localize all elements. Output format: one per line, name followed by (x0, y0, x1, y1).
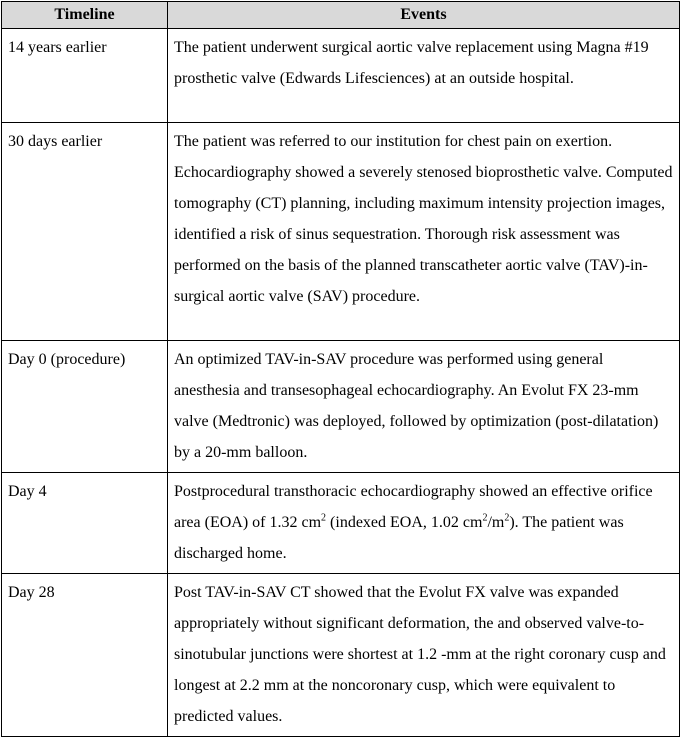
table-row (2, 123, 680, 341)
timeline-cell: Day 4 (2, 473, 168, 574)
table-row (2, 574, 680, 737)
event-cell: The patient underwent surgical aortic valve replacement using Magna #19 prosthetic valve (Edwards Lifesciences) at an outside hospital. (168, 29, 680, 123)
timeline-header: Timeline (2, 2, 168, 29)
event-text: ). The patient was discharged home. (174, 514, 624, 562)
event-text: /m (487, 514, 505, 531)
timeline-cell: Day 0 (procedure) (2, 341, 168, 473)
event-text: Postprocedural transthoracic echocardiography showed an effective orifice area (EOA) of 1.32 cm (174, 483, 653, 531)
table-row (2, 29, 680, 123)
superscript: 2 (321, 512, 327, 524)
event-cell: Post TAV-in-SAV CT showed that the Evolut FX valve was expanded appropriately without significant deformation, the and observed valve-to-sinotubular junctions were shortest at 1.2 -mm at the right coronary cusp and longest at 2.2 mm at the noncoronary cusp, which were equivalent to predicted values. (168, 574, 680, 737)
table-row (2, 473, 680, 574)
event-cell (168, 473, 680, 574)
event-cell: The patient was referred to our institution for chest pain on exertion. Echocardiography showed a severely stenosed bioprosthetic valve. Computed tomography (CT) planning, including maximum intensity projection images, identified a risk of sinus sequestration. Thorough risk assessment was performed on the basis of the planned transcatheter aortic valve (TAV)-in-surgical aortic valve (SAV) procedure. (168, 123, 680, 341)
timeline-cell: Day 28 (2, 574, 168, 737)
timeline-table (1, 1, 680, 737)
event-text: (indexed EOA, 1.02 cm (326, 514, 483, 531)
header-row (2, 2, 680, 29)
superscript: 2 (504, 512, 510, 524)
superscript: 2 (482, 512, 488, 524)
timeline-cell: 14 years earlier (2, 29, 168, 123)
event-cell: An optimized TAV-in-SAV procedure was performed using general anesthesia and transesophageal echocardiography. An Evolut FX 23-mm valve (Medtronic) was deployed, followed by optimization (post-dilatation) by a 20-mm balloon. (168, 341, 680, 473)
events-header: Events (168, 2, 680, 29)
timeline-cell: 30 days earlier (2, 123, 168, 341)
table-row (2, 341, 680, 473)
